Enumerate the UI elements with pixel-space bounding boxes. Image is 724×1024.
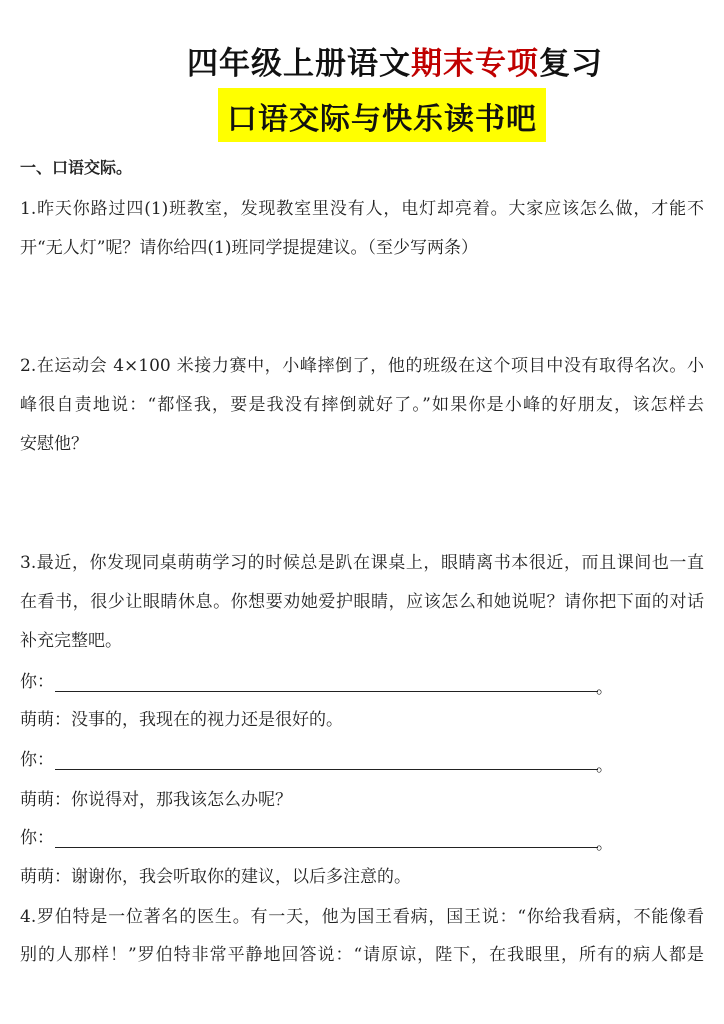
dialogue-line bbox=[20, 709, 343, 731]
dialogue-line bbox=[20, 789, 292, 811]
title-part2: 复习 bbox=[539, 46, 603, 82]
answer-end: 。 bbox=[596, 834, 613, 854]
title-highlight: 期末专项 bbox=[411, 46, 539, 82]
section-heading: 一、口语交际。 bbox=[20, 158, 133, 177]
dialogue-text: 谢谢你，我会听取你的建议，以后多注意的。 bbox=[71, 867, 411, 887]
q3-line: 3.最近，你发现同桌萌萌学习的时候总是趴在课桌上，眼睛离书本很近，而且课间也一直 bbox=[20, 553, 704, 573]
answer-end: 。 bbox=[596, 678, 613, 698]
answer-blank[interactable] bbox=[55, 753, 598, 770]
title-part1: 四年级上册语文 bbox=[187, 46, 411, 82]
dialogue-speaker: 萌萌： bbox=[20, 790, 71, 810]
dialogue-speaker: 你： bbox=[20, 672, 54, 692]
dialogue-text: 没事的，我现在的视力还是很好的。 bbox=[71, 710, 343, 730]
q1-line: 1.昨天你路过四(1)班教室，发现教室里没有人，电灯却亮着。大家应该怎么做，才能不 bbox=[20, 199, 704, 219]
q2-line: 2.在运动会 4×100 米接力赛中，小峰摔倒了，他的班级在这个项目中没有取得名次。小 bbox=[20, 356, 704, 376]
q4-line: 4.罗伯特是一位著名的医生。有一天，他为国王看病，国王说：“你给我看病，不能像看 bbox=[20, 907, 704, 927]
q2-line: 安慰他？ bbox=[20, 434, 88, 454]
dialogue-text: 你说得对，那我该怎么办呢？ bbox=[71, 790, 292, 810]
q1-line: 开“无人灯”呢？请你给四(1)班同学提提建议。（至少写两条） bbox=[20, 238, 478, 258]
answer-blank[interactable] bbox=[55, 831, 598, 848]
dialogue-speaker: 萌萌： bbox=[20, 710, 71, 730]
q4-line: 别的人那样！”罗伯特非常平静地回答说：“请原谅，陛下，在我眼里，所有的病人都是 bbox=[20, 945, 704, 965]
subtitle: 口语交际与快乐读书吧 bbox=[227, 102, 537, 137]
page-title bbox=[0, 38, 724, 83]
answer-end: 。 bbox=[596, 756, 613, 776]
dialogue-speaker: 萌萌： bbox=[20, 867, 71, 887]
answer-blank[interactable] bbox=[55, 675, 598, 692]
q2-line: 峰很自责地说：“都怪我，要是我没有摔倒就好了。”如果你是小峰的好朋友，该怎样去 bbox=[20, 395, 704, 415]
q3-line: 补充完整吧。 bbox=[20, 631, 122, 651]
q3-line: 在看书，很少让眼睛休息。你想要劝她爱护眼睛，应该怎么和她说呢？请你把下面的对话 bbox=[20, 592, 704, 612]
dialogue-speaker: 你： bbox=[20, 750, 54, 770]
dialogue-speaker: 你： bbox=[20, 828, 54, 848]
dialogue-line bbox=[20, 866, 411, 888]
